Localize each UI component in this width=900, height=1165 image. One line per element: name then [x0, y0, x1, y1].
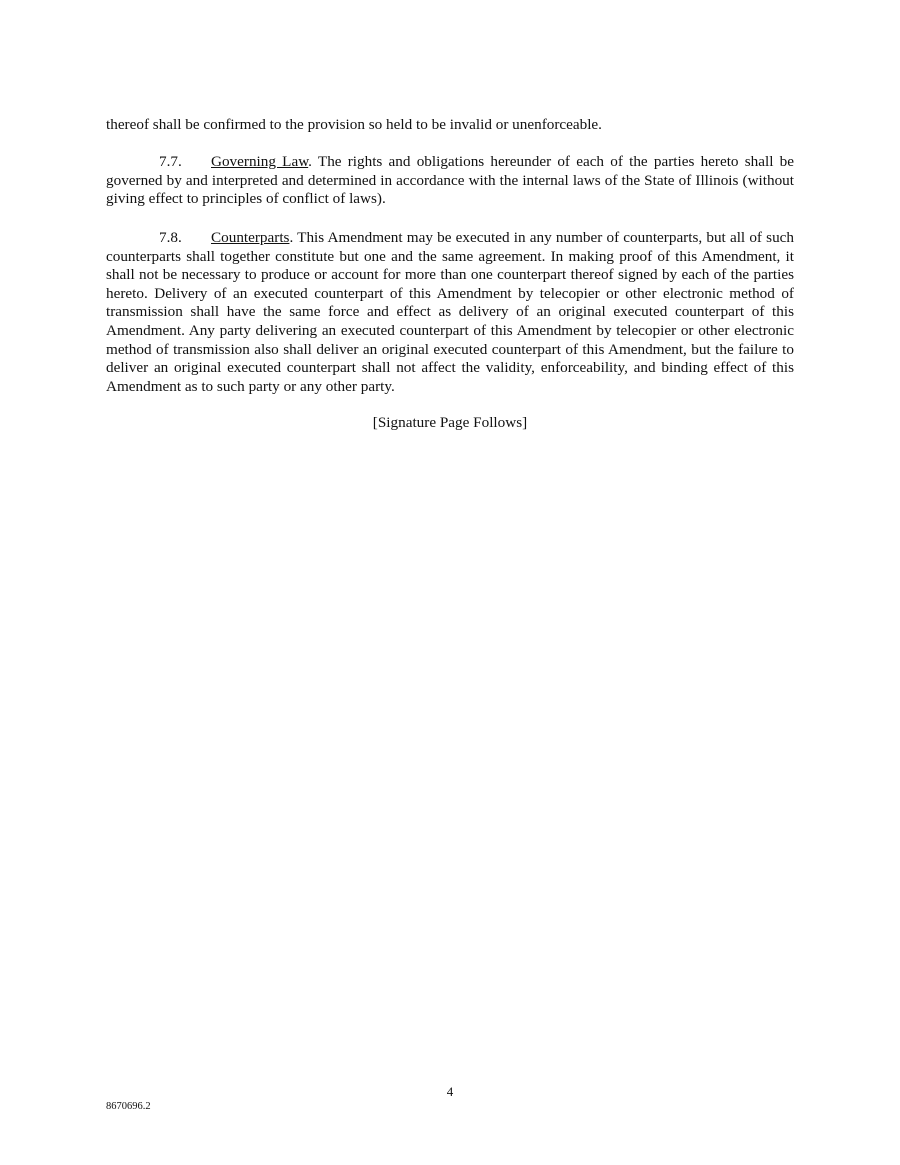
- page-number: 4: [446, 1084, 454, 1099]
- signature-page-note: [Signature Page Follows]: [372, 414, 528, 431]
- section-heading: Governing Law: [211, 153, 309, 170]
- section-number: 7.7.: [159, 153, 182, 170]
- section-counterparts: [106, 229, 794, 396]
- document-id: 8670696.2: [106, 1101, 151, 1112]
- section-body: . This Amendment may be executed in any number of counterparts, but all of such counterparts shall together constitute but one and the same agreement. In making proof of this Amendment, it shall not be necessary to produce or account for more than one counterpart thereof signed by each of the parties hereto. Delivery of an executed counterpart of this Amendment by telecopier or other electronic method of transmission shall have the same force and effect as delivery of an original executed counterpart of this Amendment. Any party delivering an executed counterpart of this Amendment by telecopier or other electronic method of transmission also shall deliver an original executed counterpart of this Amendment, but the failure to deliver an original executed counterpart shall not affect the validity, enforceability, and binding effect of this Amendment as to such party or any other party.: [106, 229, 794, 395]
- carryover-paragraph: thereof shall be confirmed to the provision so held to be invalid or unenforceable.: [106, 116, 602, 133]
- section-heading: Counterparts: [211, 229, 290, 246]
- section-number: 7.8.: [159, 229, 182, 246]
- section-governing-law: [106, 153, 794, 209]
- section-body: . The rights and obligations hereunder of each of the parties hereto shall be governed by and interpreted and determined in accordance with the internal laws of the State of Illinois (without giving effect to principles of conflict of laws).: [106, 153, 794, 208]
